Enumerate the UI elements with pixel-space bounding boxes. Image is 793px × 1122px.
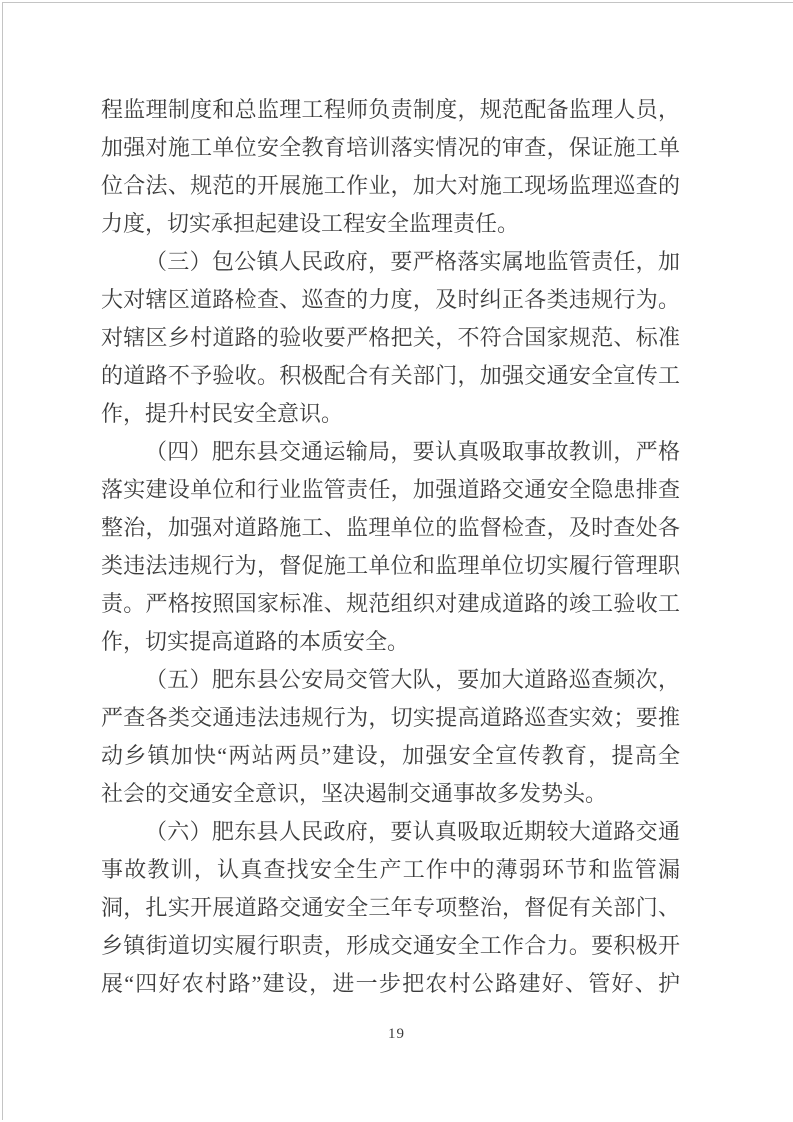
text-body: [101, 91, 680, 1003]
text-line: 整治，加强对道路施工、监理单位的监督检查，及时查处各: [101, 515, 680, 540]
text-line: （六）肥东县人民政府，要认真吸取近期较大道路交通: [145, 819, 680, 844]
text-line: 作，切实提高道路的本质安全。: [101, 629, 410, 654]
text-line: 展“四好农村路”建设，进一步把农村公路建好、管好、护: [101, 971, 680, 996]
page-left-edge-line: [2, 2, 3, 1120]
text-line: 社会的交通安全意识，坚决遏制交通事故多发势头。: [101, 781, 608, 806]
text-line: 严查各类交通违法违规行为，切实提高道路巡查实效；要推: [101, 705, 680, 730]
page-top-edge-line: [2, 2, 793, 3]
text-line: 位合法、规范的开展施工作业，加大对施工现场监理巡查的: [101, 173, 680, 198]
text-line: （三）包公镇人民政府，要严格落实属地监管责任，加: [145, 249, 680, 274]
text-line: （四）肥东县交通运输局，要认真吸取事故教训，严格: [145, 439, 680, 464]
text-line: 作，提升村民安全意识。: [101, 401, 344, 426]
text-line: 加强对施工单位安全教育培训落实情况的审查，保证施工单: [101, 135, 680, 160]
page-number: 19: [388, 1026, 405, 1042]
text-line: 责。严格按照国家标准、规范组织对建成道路的竣工验收工: [101, 591, 680, 616]
text-line: 对辖区乡村道路的验收要严格把关，不符合国家规范、标准: [101, 325, 680, 350]
text-line: 程监理制度和总监理工程师负责制度，规范配备监理人员，: [101, 97, 680, 122]
text-line: 事故教训，认真查找安全生产工作中的薄弱环节和监管漏: [101, 857, 680, 882]
text-line: （五）肥东县公安局交管大队，要加大道路巡查频次，: [145, 667, 680, 692]
text-line: 的道路不予验收。积极配合有关部门，加强交通安全宣传工: [101, 363, 680, 388]
text-line: 力度，切实承担起建设工程安全监理责任。: [101, 211, 520, 236]
text-line: 类违法违规行为，督促施工单位和监理单位切实履行管理职: [101, 553, 680, 578]
text-line: 落实建设单位和行业监管责任，加强道路交通安全隐患排查: [101, 477, 680, 502]
text-line: 洞，扎实开展道路交通安全三年专项整治，督促有关部门、: [101, 895, 680, 920]
text-line: 动乡镇加快“两站两员”建设，加强安全宣传教育，提高全: [101, 743, 680, 768]
text-line: 乡镇街道切实履行职责，形成交通安全工作合力。要积极开: [101, 933, 680, 958]
text-line: 大对辖区道路检查、巡查的力度，及时纠正各类违规行为。: [101, 287, 680, 312]
